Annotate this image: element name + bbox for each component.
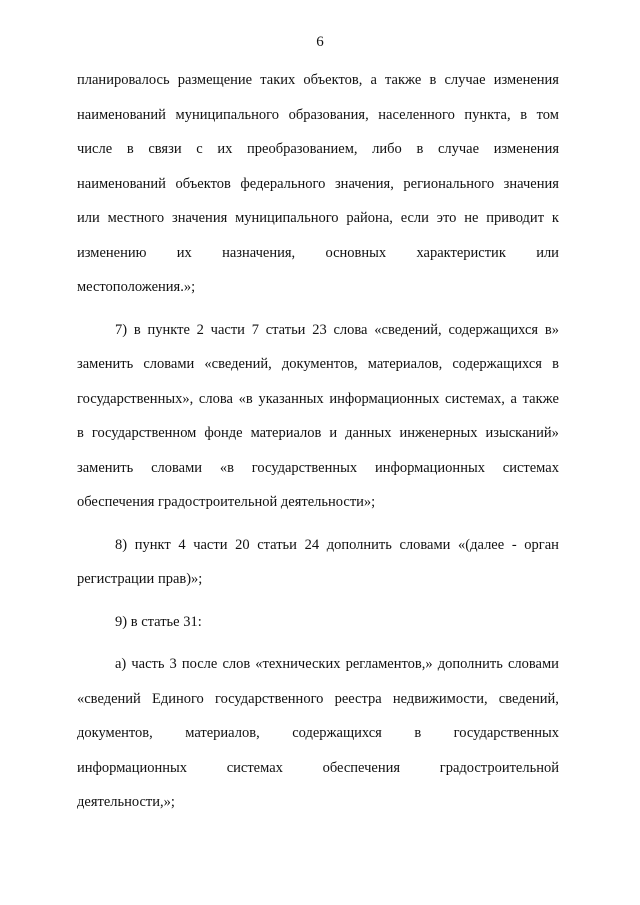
word: пункте xyxy=(147,321,190,338)
word: в xyxy=(77,425,84,441)
word: 9) xyxy=(115,613,128,630)
word: 7 xyxy=(251,321,259,338)
word: либо xyxy=(372,141,402,157)
word: а xyxy=(510,390,517,407)
text-line xyxy=(77,751,559,786)
word: местоположения.»; xyxy=(77,279,196,295)
word: градостроительной xyxy=(158,494,278,510)
word: Единого xyxy=(151,690,204,707)
word: в» xyxy=(544,321,559,338)
text-line xyxy=(77,716,559,751)
word: материалов, xyxy=(185,725,260,741)
word: 24 xyxy=(304,536,320,553)
word: 7) xyxy=(115,321,128,338)
text-line xyxy=(77,313,559,348)
word: системах xyxy=(502,459,559,476)
word: изменения xyxy=(493,141,559,157)
word: инженерных xyxy=(399,425,478,441)
text-line xyxy=(77,528,559,563)
word: часть xyxy=(131,656,165,672)
word: или xyxy=(536,244,559,261)
word: деятельности»; xyxy=(280,494,376,510)
word: значения, xyxy=(334,175,394,192)
text-line xyxy=(77,236,559,271)
word: государственных», xyxy=(77,390,194,407)
word: 3 xyxy=(169,656,177,672)
word: их xyxy=(176,244,192,261)
document-body xyxy=(77,63,559,820)
word: основных xyxy=(325,244,387,261)
word: материалов xyxy=(250,425,322,441)
word: района, xyxy=(346,210,393,226)
word: информационных xyxy=(77,759,187,776)
word: это xyxy=(436,210,457,226)
word: государственных xyxy=(251,459,358,476)
word: объектов xyxy=(175,175,231,192)
word: материалов, xyxy=(367,356,443,372)
word: «в xyxy=(238,390,253,407)
text-line xyxy=(77,647,559,682)
word: указанных xyxy=(258,390,324,407)
word: градостроительной xyxy=(439,759,559,776)
word: наименований xyxy=(77,106,166,123)
text-line xyxy=(77,63,559,98)
word: муниципального xyxy=(235,210,339,226)
word: недвижимости, xyxy=(392,690,488,707)
paragraph xyxy=(77,313,559,520)
word: с xyxy=(196,141,203,157)
word: также xyxy=(385,72,422,88)
word: в xyxy=(416,141,424,157)
word: числе xyxy=(77,141,113,157)
word: статьи xyxy=(257,536,297,553)
text-line xyxy=(77,485,559,520)
word: назначения, xyxy=(222,244,296,261)
word: размещение xyxy=(177,72,253,88)
word: местного xyxy=(107,210,165,226)
word: в xyxy=(130,613,138,630)
word: «(далее xyxy=(458,536,505,553)
word: наименований xyxy=(77,175,166,192)
word: муниципального xyxy=(175,106,280,123)
word: деятельности,»; xyxy=(77,794,175,810)
word: статьи xyxy=(265,321,306,338)
word: в xyxy=(133,321,141,338)
word: также xyxy=(522,390,559,407)
word: реестра xyxy=(334,690,382,707)
word: обеспечения xyxy=(77,494,155,510)
word: 8) xyxy=(115,536,128,553)
word: значения xyxy=(171,210,228,226)
word: в xyxy=(552,356,559,372)
word: изменения xyxy=(493,72,559,88)
word: прав)»; xyxy=(157,571,203,587)
word: «сведений, xyxy=(204,356,272,372)
word: после xyxy=(181,656,218,672)
word: или xyxy=(77,210,100,226)
word: изысканий» xyxy=(485,425,559,441)
word: в xyxy=(126,141,134,157)
word: 2 xyxy=(196,321,204,338)
word: если xyxy=(400,210,429,226)
word: содержащихся xyxy=(292,725,382,741)
word: «сведений xyxy=(77,690,141,707)
word: планировалось xyxy=(77,72,170,88)
paragraph xyxy=(77,647,559,820)
text-line xyxy=(77,605,559,640)
page-number: 6 xyxy=(316,34,324,50)
paragraph xyxy=(77,528,559,597)
word: их xyxy=(217,141,233,157)
text-line xyxy=(77,167,559,202)
word: а) xyxy=(115,656,127,672)
word: заменить xyxy=(77,356,134,372)
text-line xyxy=(77,98,559,133)
word: части xyxy=(193,536,228,553)
word: «сведений, xyxy=(374,321,442,338)
word: пункта, xyxy=(464,106,511,123)
word: государственном xyxy=(91,425,197,441)
word: системах, xyxy=(445,390,505,407)
word: образования, xyxy=(288,106,369,123)
paragraph xyxy=(77,63,559,305)
text-line xyxy=(77,562,559,597)
word: преобразованием, xyxy=(247,141,358,157)
word: 31: xyxy=(183,613,202,630)
word: случае xyxy=(437,141,480,157)
text-line xyxy=(77,416,559,451)
text-line xyxy=(77,682,559,717)
word: регионального xyxy=(403,175,495,192)
word: 23 xyxy=(312,321,327,338)
word: объектов, xyxy=(303,72,363,88)
word: заменить xyxy=(77,459,134,476)
word: 20 xyxy=(235,536,250,553)
word: а xyxy=(370,72,377,88)
text-line xyxy=(77,132,559,167)
word: и xyxy=(329,425,338,441)
word: пункт xyxy=(134,536,171,553)
word: таких xyxy=(260,72,296,88)
word: регламентов,» xyxy=(345,656,433,672)
text-line xyxy=(77,270,559,305)
word: системах xyxy=(226,759,283,776)
word: информационных xyxy=(329,390,440,407)
text-line xyxy=(77,451,559,486)
word: содержащихся xyxy=(448,321,539,338)
word: словами xyxy=(143,356,195,372)
word: не xyxy=(464,210,479,226)
word: к xyxy=(551,210,559,226)
word: изменению xyxy=(77,244,147,261)
word: слов xyxy=(222,656,251,672)
text-line xyxy=(77,201,559,236)
word: дополнить xyxy=(326,536,392,553)
word: дополнить xyxy=(437,656,503,672)
word: населенного xyxy=(378,106,455,123)
word: орган xyxy=(524,536,559,553)
word: государственного xyxy=(214,690,324,707)
word: в xyxy=(520,106,528,123)
word: - xyxy=(511,536,517,553)
word: том xyxy=(536,106,559,123)
word: данных xyxy=(345,425,392,441)
word: приводит xyxy=(486,210,545,226)
word: характеристик xyxy=(416,244,506,261)
word: 4 xyxy=(178,536,186,553)
word: слова xyxy=(333,321,368,338)
word: в xyxy=(414,725,422,741)
text-line xyxy=(77,347,559,382)
word: информационных xyxy=(374,459,485,476)
word: сведений, xyxy=(498,690,559,707)
word: «технических xyxy=(255,656,341,672)
word: значения xyxy=(503,175,559,192)
word: документов, xyxy=(281,356,358,372)
text-line xyxy=(77,382,559,417)
word: фонде xyxy=(204,425,243,441)
word: обеспечения xyxy=(322,759,401,776)
word: содержащихся xyxy=(452,356,542,372)
word: документов, xyxy=(77,725,153,741)
word: в xyxy=(429,72,437,88)
word: связи xyxy=(148,141,182,157)
word: «в xyxy=(219,459,234,476)
word: государственных xyxy=(453,725,559,741)
word: части xyxy=(210,321,245,338)
word: статье xyxy=(141,613,180,630)
paragraph xyxy=(77,605,559,640)
word: словами xyxy=(507,656,559,672)
word: случае xyxy=(444,72,486,88)
word: федерального xyxy=(240,175,326,192)
word: словами xyxy=(151,459,203,476)
word: слова xyxy=(198,390,233,407)
word: словами xyxy=(399,536,451,553)
text-line xyxy=(77,785,559,820)
word: регистрации xyxy=(77,571,155,587)
